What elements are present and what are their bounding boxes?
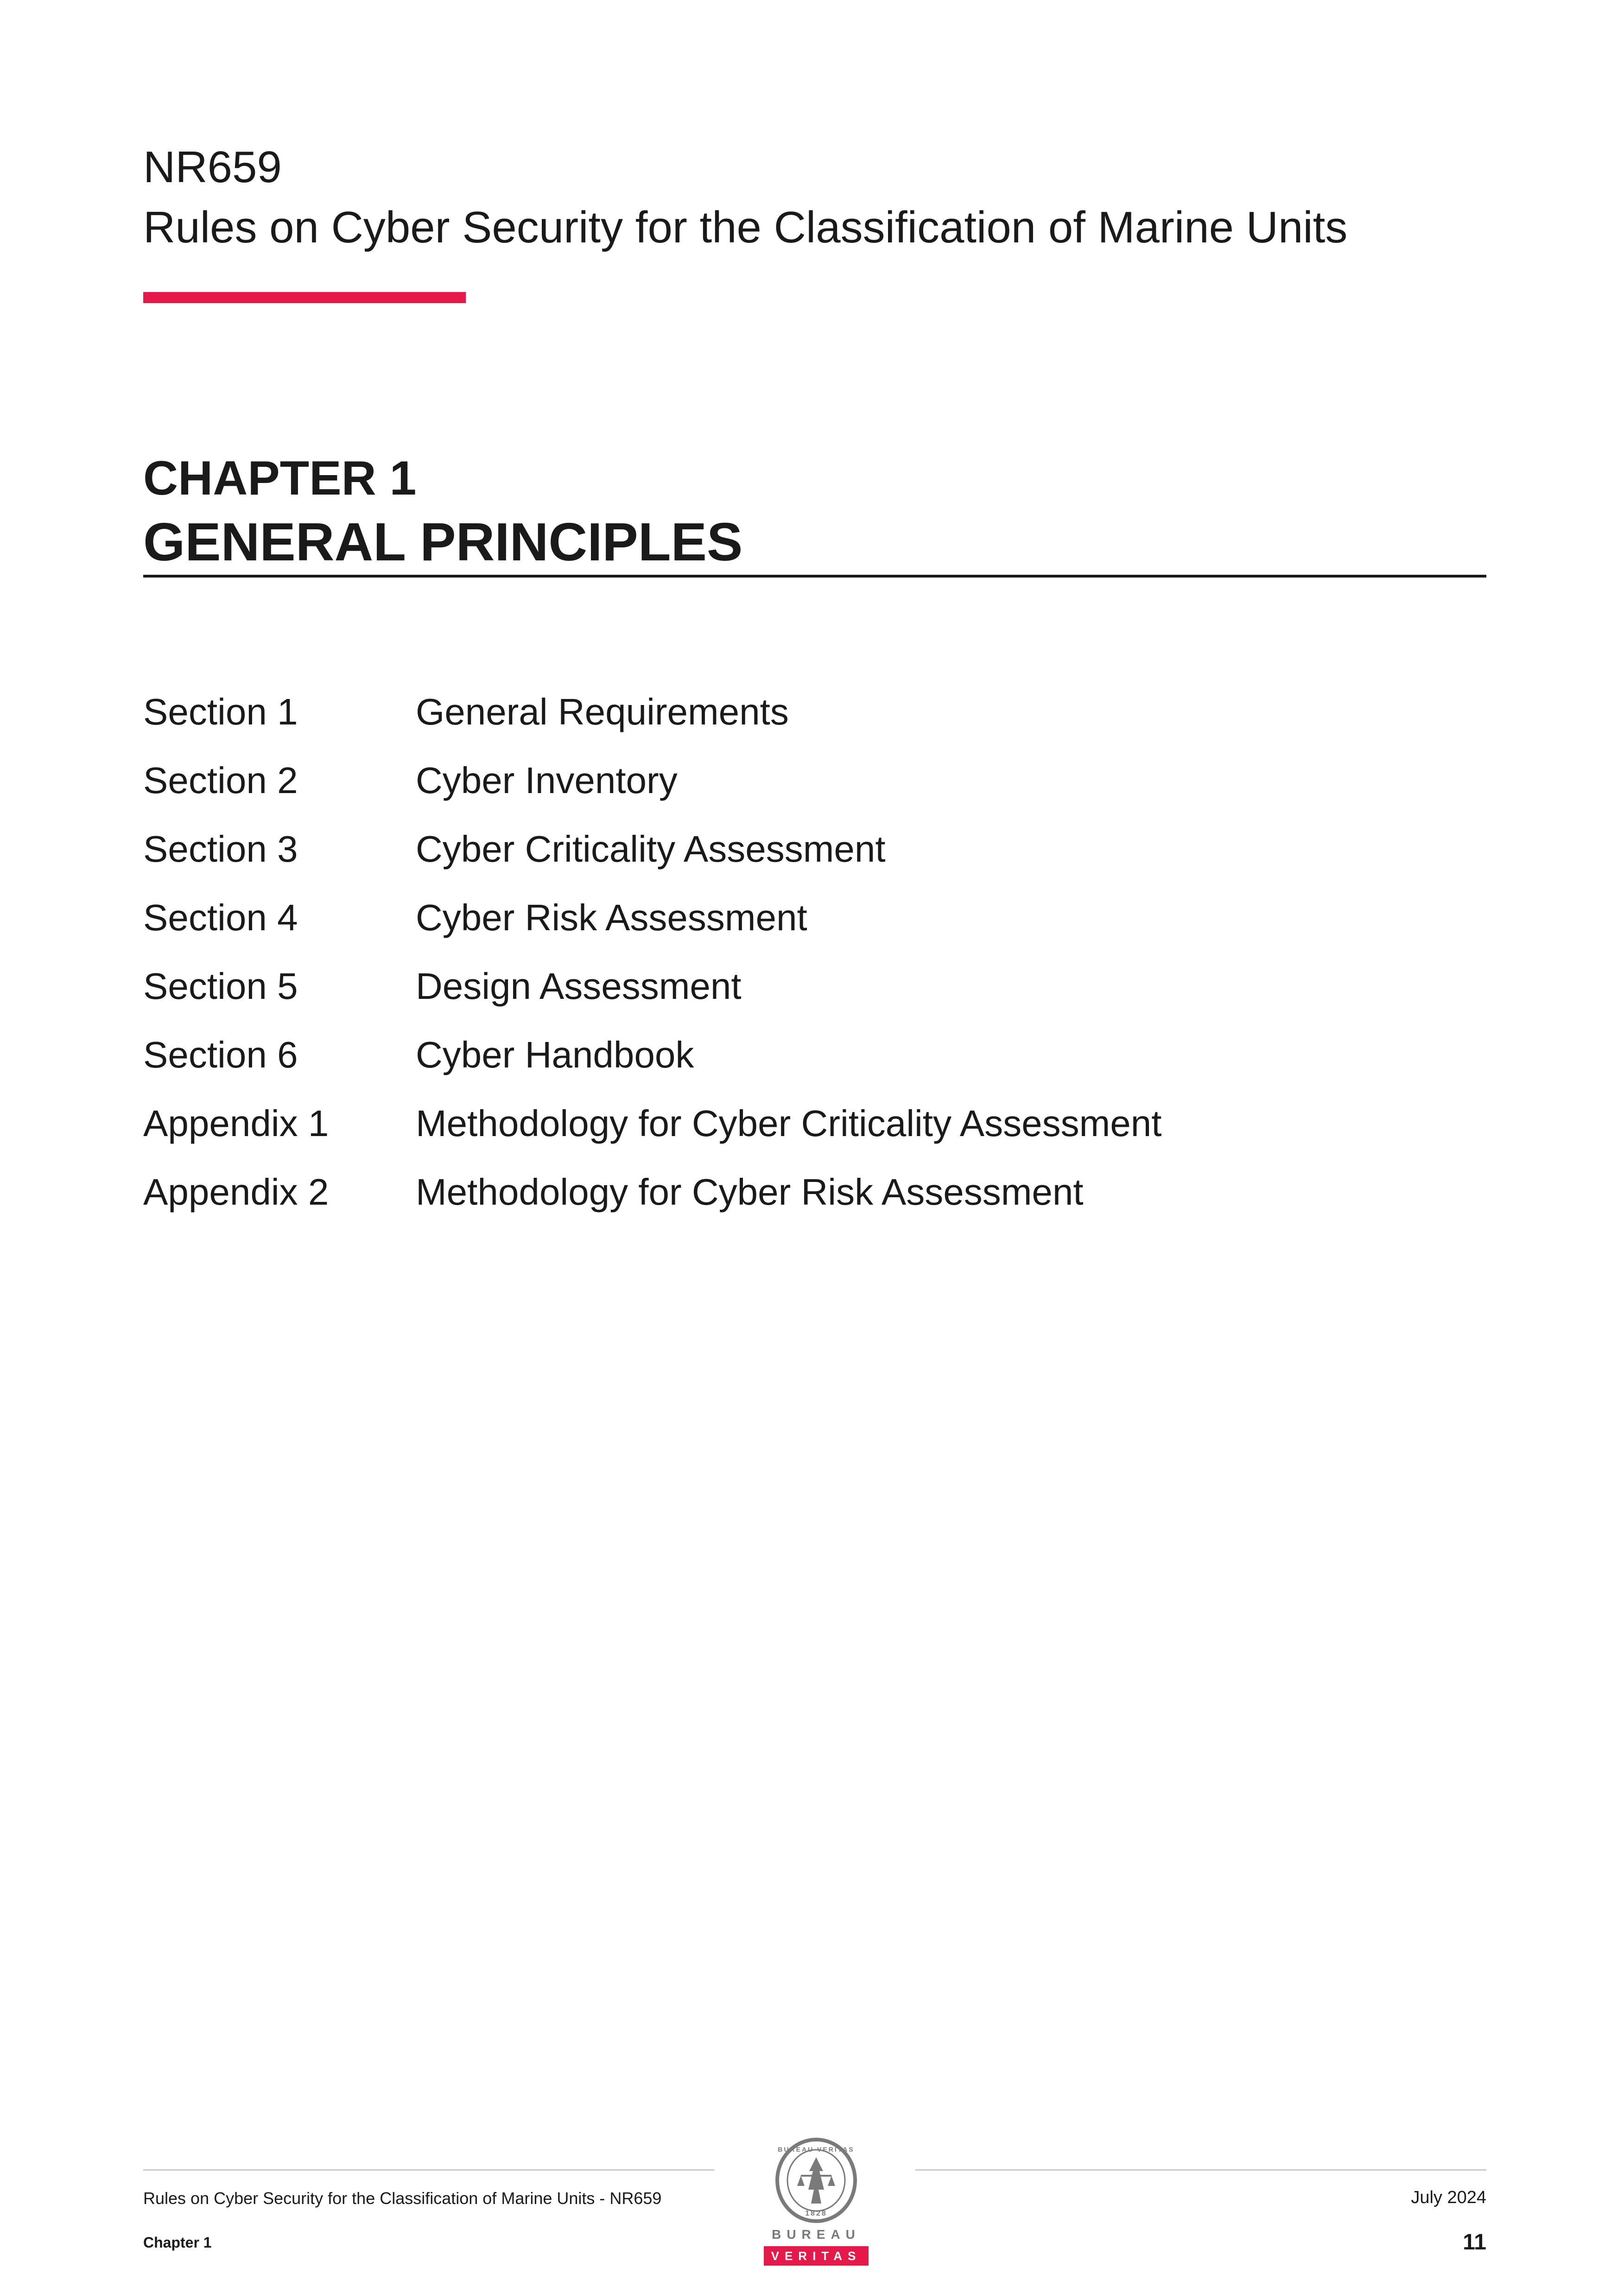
toc-entry-title: Cyber Risk Assessment xyxy=(416,897,807,938)
footer-document-title: Rules on Cyber Security for the Classification of Marine Units - NR659 xyxy=(143,2189,662,2208)
toc-entry-title: Methodology for Cyber Risk Assessment xyxy=(416,1171,1084,1213)
toc-entry-ref: Section 6 xyxy=(143,1034,298,1075)
footer-divider-right xyxy=(915,2169,1486,2171)
footer-chapter: Chapter 1 xyxy=(143,2234,212,2251)
toc-entry-ref: Appendix 1 xyxy=(143,1103,329,1144)
toc-entry[interactable] xyxy=(143,896,1441,964)
logo-seal-year: 1828 xyxy=(805,2210,827,2217)
toc-entry-ref: Section 1 xyxy=(143,691,298,732)
toc-entry[interactable] xyxy=(143,1033,1441,1101)
footer-date: July 2024 xyxy=(1411,2188,1486,2207)
toc-entry-ref: Section 5 xyxy=(143,965,298,1007)
logo-word-veritas: VERITAS xyxy=(771,2249,862,2263)
toc-entry[interactable] xyxy=(143,827,1441,896)
document-code: NR659 xyxy=(143,142,282,192)
toc-entry-ref: Section 2 xyxy=(143,760,298,801)
toc-entry-title: Cyber Inventory xyxy=(416,760,678,801)
chapter-title: GENERAL PRINCIPLES xyxy=(143,512,743,572)
accent-bar xyxy=(143,292,466,303)
toc-entry-title: Design Assessment xyxy=(416,965,742,1007)
table-of-contents xyxy=(143,690,1441,1239)
page-number: 11 xyxy=(1463,2230,1486,2255)
toc-entry-title: Cyber Handbook xyxy=(416,1034,694,1075)
toc-entry-ref: Section 4 xyxy=(143,897,298,938)
toc-entry-title: General Requirements xyxy=(416,691,789,732)
toc-entry[interactable] xyxy=(143,1170,1441,1239)
chapter-label: CHAPTER 1 xyxy=(143,451,417,505)
toc-entry-title: Methodology for Cyber Criticality Assessment xyxy=(416,1103,1162,1144)
toc-entry-ref: Section 3 xyxy=(143,828,298,870)
toc-entry-title: Cyber Criticality Assessment xyxy=(416,828,886,870)
document-title: Rules on Cyber Security for the Classification of Marine Units xyxy=(143,203,1348,252)
bureau-veritas-logo xyxy=(764,2138,869,2268)
toc-entry[interactable] xyxy=(143,758,1441,827)
logo-seal-text: BUREAU VERITAS xyxy=(778,2146,855,2153)
footer-divider-left xyxy=(143,2169,714,2171)
toc-entry-ref: Appendix 2 xyxy=(143,1171,329,1213)
logo-word-bureau: BUREAU xyxy=(772,2227,861,2242)
toc-entry[interactable] xyxy=(143,964,1441,1033)
chapter-divider xyxy=(143,575,1486,578)
toc-entry[interactable] xyxy=(143,690,1441,758)
toc-entry[interactable] xyxy=(143,1101,1441,1170)
